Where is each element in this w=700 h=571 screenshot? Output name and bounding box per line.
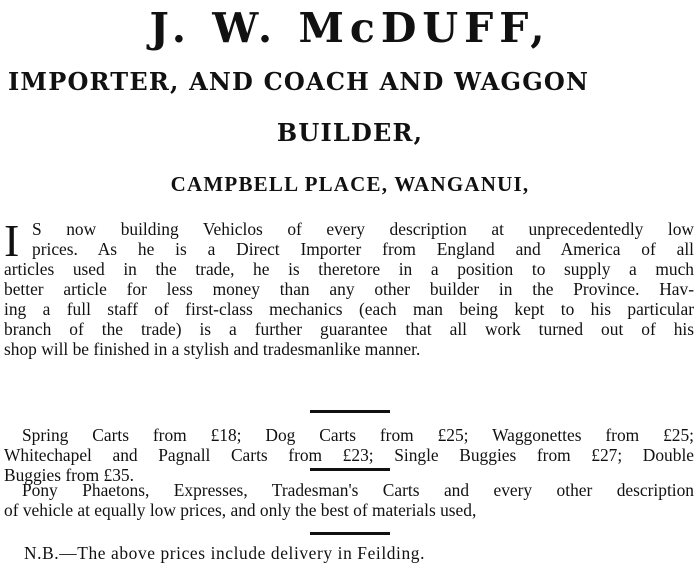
paragraph-line: prices. As he is a Direct Importer from England and America of all — [32, 239, 694, 259]
trade-description-line-1: IMPORTER, AND COACH AND WAGGON — [8, 67, 590, 96]
business-name: J. W. McDUFF, — [149, 4, 551, 52]
divider-rule — [310, 468, 390, 471]
divider-rule — [310, 410, 390, 413]
other-vehicles-paragraph — [4, 480, 694, 520]
paragraph-line: articles used in the trade, he is theretore in a position to supply a much — [4, 259, 694, 279]
paragraph-line: Spring Carts from £18; Dog Carts from £25; Waggonettes from £25; — [22, 425, 694, 445]
price-list-paragraph — [4, 425, 694, 485]
business-location: CAMPBELL PLACE, WANGANUI, — [170, 172, 530, 196]
paragraph-line: shop will be finished in a stylish and tradesmanlike manner. — [4, 339, 421, 359]
intro-paragraph — [4, 215, 694, 359]
delivery-note: N.B.—The above prices include delivery in Feilding. — [24, 543, 426, 563]
paragraph-line: S now building Vehiclos of every description at unprecedentedly low — [32, 219, 694, 239]
paragraph-line: ing a full staff of first-class mechanics (each man being kept to his particular — [4, 299, 694, 319]
paragraph-line: better article for less money than any other builder in the Province. Hav- — [4, 279, 694, 299]
drop-cap: I — [4, 215, 20, 266]
paragraph-line: Buggies from £35. — [4, 465, 134, 485]
trade-description-line-2: BUILDER, — [276, 118, 424, 147]
divider-rule — [310, 532, 390, 535]
paragraph-line: Whitechapel and Pagnall Carts from £23; Single Buggies from £27; Double — [4, 445, 694, 465]
paragraph-line: branch of the trade) is a further guarantee that all work turned out of his — [4, 319, 694, 339]
paragraph-line: of vehicle at equally low prices, and only the best of materials used, — [4, 500, 477, 520]
paragraph-line: Pony Phaetons, Expresses, Tradesman's Carts and every other description — [22, 480, 694, 500]
